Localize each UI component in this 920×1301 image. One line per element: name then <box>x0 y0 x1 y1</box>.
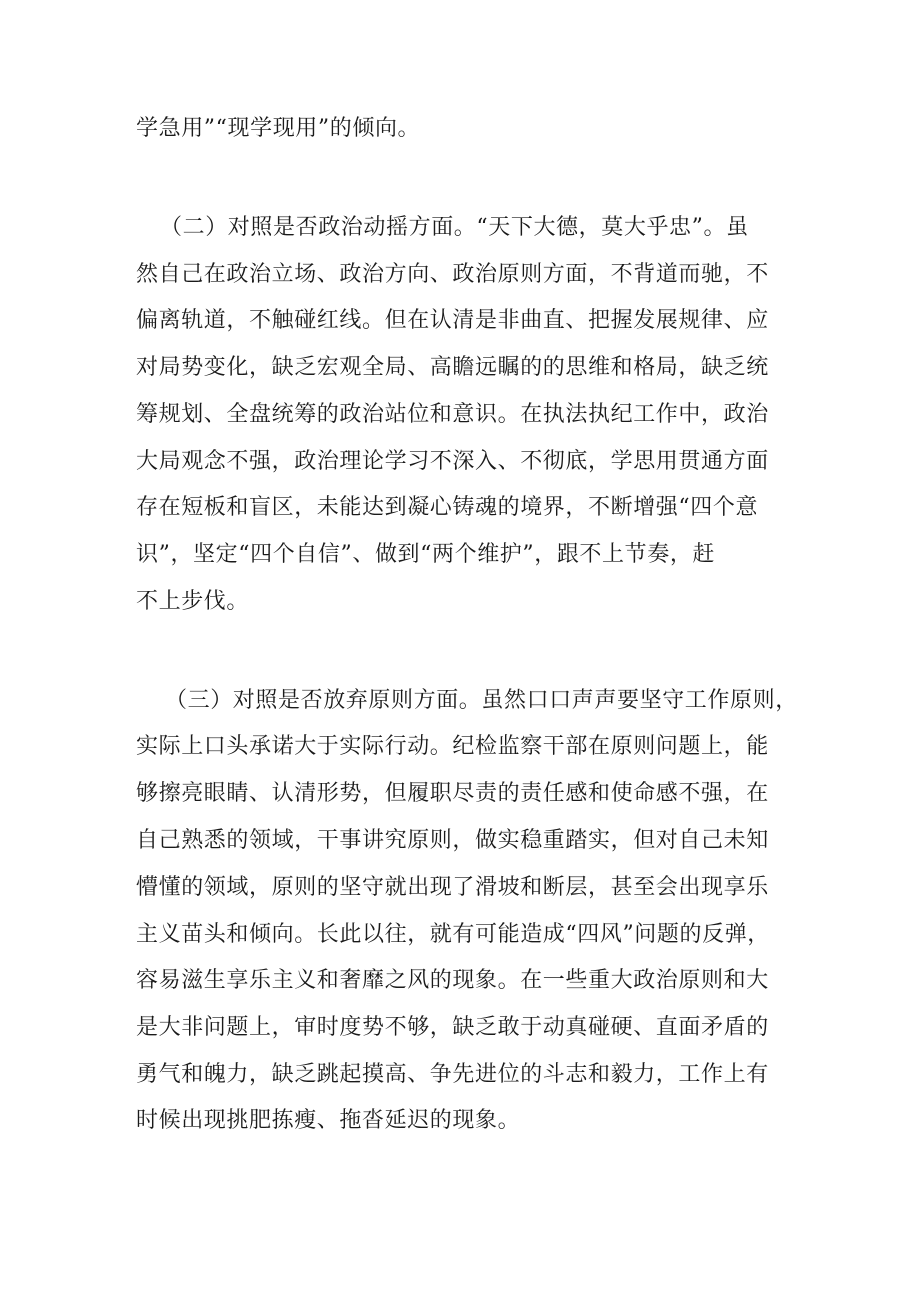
text-line: 够擦亮眼睛、认清形势，但履职尽责的责任感和使命感不强，在 <box>136 781 769 806</box>
text-line: 实际上口头承诺大于实际行动。纪检监察干部在原则问题上，能 <box>136 734 769 759</box>
text-line: 存在短板和盲区，未能达到凝心铸魂的境界，不断增强“四个意 <box>136 495 759 520</box>
text-line: 对局势变化，缺乏宏观全局、高瞻远瞩的的思维和格局，缺乏统 <box>136 355 769 380</box>
text-line: 懵懂的领域，原则的坚守就出现了滑坡和断层，甚至会出现享乐 <box>136 875 769 900</box>
text-line: 筹规划、全盘统筹的政治站位和意识。在执法执纪工作中，政治 <box>136 402 769 427</box>
text-line: 然自己在政治立场、政治方向、政治原则方面，不背道而驰，不 <box>136 262 769 287</box>
text-line: 学急用”“现学现用”的倾向。 <box>136 116 421 141</box>
text-line: 偏离轨道，不触碰红线。但在认清是非曲直、把握发展规律、应 <box>136 308 769 333</box>
paragraph-first-line: （二）对照是否政治动摇方面。“天下大德，莫大乎忠”。虽 <box>160 215 749 240</box>
text-line: 是大非问题上，审时度势不够，缺乏敢于动真碰硬、直面矛盾的 <box>136 1015 769 1040</box>
text-line: 勇气和魄力，缺乏跳起摸高、争先进位的斗志和毅力，工作上有 <box>136 1062 769 1087</box>
text-line: 自己熟悉的领域，干事讲究原则，做实稳重踏实，但对自己未知 <box>136 828 769 853</box>
text-line: 识”，坚定“四个自信”、做到“两个维护”，跟不上节奏，赶 <box>136 542 716 567</box>
text-line: 主义苗头和倾向。长此以往，就有可能造成“四风”问题的反弹， <box>136 922 770 947</box>
paragraph-first-line: （三）对照是否放弃原则方面。虽然口口声声要坚守工作原则， <box>165 688 798 713</box>
text-line: 不上步伐。 <box>136 589 250 614</box>
text-line: 大局观念不强，政治理论学习不深入、不彻底，学思用贯通方面 <box>136 449 769 474</box>
text-line: 时候出现挑肥拣瘦、拖沓延迟的现象。 <box>136 1108 521 1133</box>
text-line: 容易滋生享乐主义和奢靡之风的现象。在一些重大政治原则和大 <box>136 968 769 993</box>
